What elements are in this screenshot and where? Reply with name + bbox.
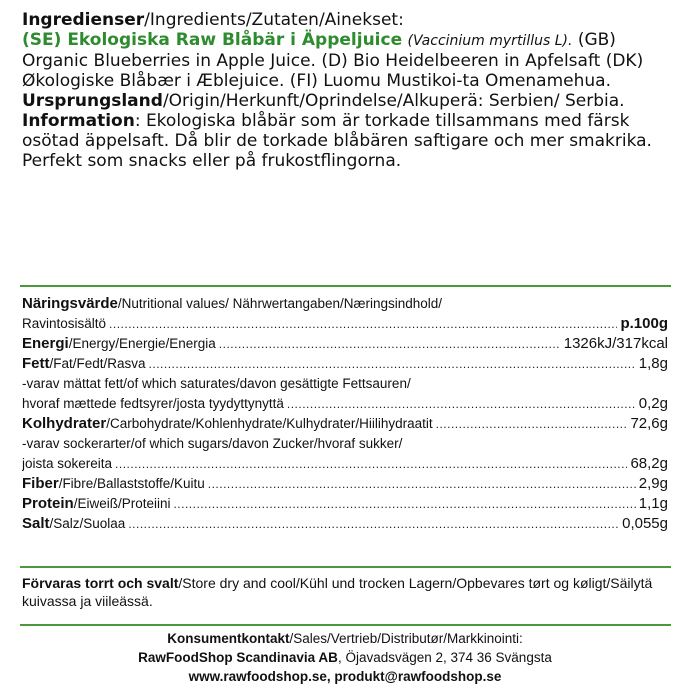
salt-value: 0,055g	[622, 515, 668, 532]
nutrition-row-saturates-line1	[22, 374, 668, 394]
information-heading: Information	[22, 111, 135, 131]
origin-text: /Origin/Herkunft/Oprindelse/Alkuperä: Serbien/ Serbia.	[162, 91, 625, 111]
fiber-translations: /Fibre/Ballaststoffe/Kuitu	[58, 476, 205, 491]
ingredients-block	[22, 10, 672, 171]
ingredients-heading-translations: /Ingredients/Zutaten/Ainekset:	[144, 10, 404, 30]
origin-heading: Ursprungsland	[22, 91, 163, 111]
sugars-label: -varav sockerarter/of which sugars/davon Zucker/hvoraf sukker/	[22, 436, 403, 451]
nutrition-table	[22, 294, 668, 534]
protein-translations: /Eiweiß/Proteiini	[73, 496, 171, 511]
salt-label: Salt	[22, 515, 50, 532]
leader-dots	[287, 394, 636, 414]
saturates-label: -varav mättat fett/of which saturates/davon gesättigte Fettsauren/	[22, 376, 411, 391]
sugars-label-line2: joista sokereita	[22, 456, 113, 471]
product-name-se: (SE) Ekologiska Raw Blåbär i Äppeljuice	[22, 30, 403, 50]
nutrition-row-salt	[22, 514, 668, 534]
salt-translations: /Salz/Suolaa	[49, 516, 126, 531]
nutrition-row-sugars-line1	[22, 434, 668, 454]
storage-translations: /Store dry and cool/Kühl und trocken Lagern/Opbevares tørt og køligt/Säilytä kuivassa ja viileässä.	[22, 575, 653, 609]
nutrition-row-fiber	[22, 474, 668, 494]
divider-bottom	[20, 624, 671, 626]
fiber-label: Fiber	[22, 475, 59, 492]
per-100g-label: p.100g	[620, 315, 668, 332]
leader-dots	[109, 314, 617, 334]
fiber-value: 2,9g	[638, 475, 668, 492]
nutrition-row-protein	[22, 494, 668, 514]
energy-translations: /Energy/Energie/Energia	[68, 336, 216, 351]
divider-top	[20, 285, 671, 287]
leader-dots	[436, 414, 628, 434]
information-text: : Ekologiska blåbär som är torkade tillsammans med färsk osötad äppelsaft. Då blir de torkade blåbären saftigare och mer smakrika. Perfekt som snacks eller på frukostflingorna.	[22, 111, 652, 171]
leader-dots	[208, 474, 636, 494]
product-name-translations: (GB) Organic Blueberries in Apple Juice. (D) Bio Heidelbeeren in Apfelsaft (DK) Økologiske Blåbær i Æblejuice. (FI) Luomu Mustikoi-ta Omenamehua.	[22, 30, 644, 91]
fat-translations: /Fat/Fedt/Rasva	[49, 356, 146, 371]
contact-heading-translations: /Sales/Vertrieb/Distributør/Markkinointi:	[289, 631, 523, 646]
nutrition-heading: Näringsvärde	[22, 295, 118, 312]
energy-value: 1326kJ/317kcal	[563, 335, 668, 352]
protein-label: Protein	[22, 495, 74, 512]
web-and-email: www.rawfoodshop.se, produkt@rawfoodshop.se	[188, 669, 502, 684]
saturates-value: 0,2g	[638, 395, 668, 412]
ingredients-heading: Ingredienser	[22, 10, 145, 30]
company-address: , Öjavadsvägen 2, 374 36 Svängsta	[337, 650, 552, 665]
nutrition-header	[22, 294, 668, 314]
company-name: RawFoodShop Scandinavia AB	[138, 650, 338, 665]
carbohydrate-translations: /Carbohydrate/Kohlenhydrate/Kulhydrater/Hiilihydraatit	[106, 416, 433, 431]
storage-instructions	[22, 574, 672, 610]
consumer-contact	[0, 629, 690, 686]
storage-heading: Förvaras torrt och svalt	[22, 575, 179, 591]
nutrition-header-line2	[22, 314, 668, 334]
nutrition-row-energy	[22, 334, 668, 354]
sugars-value: 68,2g	[630, 455, 668, 472]
nutrition-heading-fi: Ravintosisältö	[22, 316, 107, 331]
divider-middle	[20, 566, 671, 568]
fat-value: 1,8g	[638, 355, 668, 372]
nutrition-row-saturates	[22, 394, 668, 414]
leader-dots	[149, 354, 636, 374]
carbohydrate-value: 72,6g	[630, 415, 668, 432]
nutrition-row-sugars	[22, 454, 668, 474]
contact-heading: Konsumentkontakt	[167, 631, 290, 646]
leader-dots	[219, 334, 561, 354]
protein-value: 1,1g	[638, 495, 668, 512]
carbohydrate-label: Kolhydrater	[22, 415, 107, 432]
leader-dots	[128, 514, 619, 534]
saturates-label-line2: hvoraf mættede fedtsyrer/josta tyydyttynyttä	[22, 396, 284, 411]
nutrition-row-carbohydrate	[22, 414, 668, 434]
leader-dots	[115, 454, 627, 474]
latin-name: (Vaccinium myrtillus L).	[407, 33, 573, 49]
nutrition-heading-translations: /Nutritional values/ Nährwertangaben/Næringsindhold/	[117, 296, 443, 311]
energy-label: Energi	[22, 335, 69, 352]
fat-label: Fett	[22, 355, 50, 372]
nutrition-row-fat	[22, 354, 668, 374]
leader-dots	[173, 494, 635, 514]
